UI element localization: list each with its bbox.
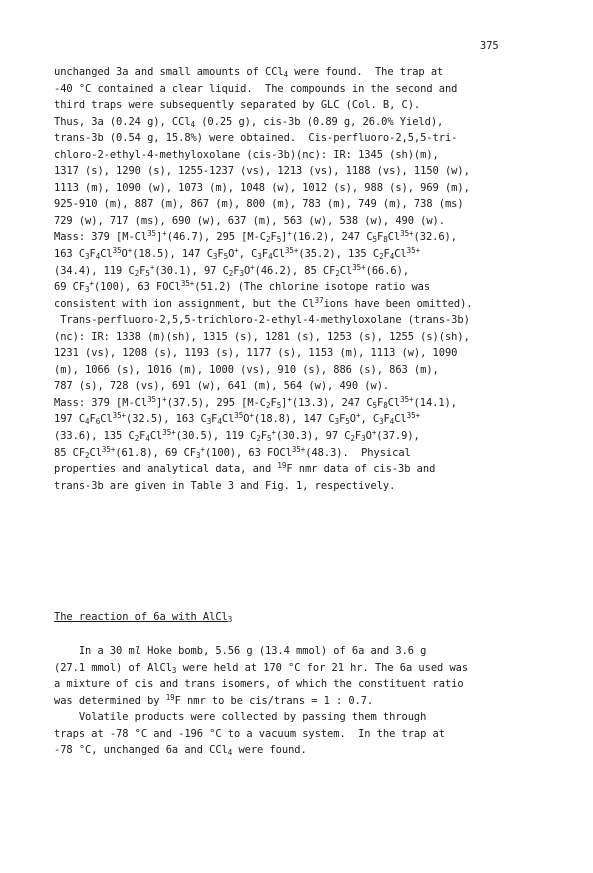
body-text bbox=[54, 64, 554, 494]
section-paragraph-line: Volatile products were collected by passing them through bbox=[54, 711, 427, 724]
body-text-line: 787 (s), 728 (vs), 691 (w), 641 (m), 564 (w), 490 (w). bbox=[54, 380, 390, 393]
section-paragraph-line: -78 °C, unchanged 6a and CCl$_4$ were found. bbox=[54, 744, 307, 758]
body-text-line: 163 $C_3F_4Cl^{35}O^+(18.5)$, 147 $C_3F_5O^+$, $C_3F_4Cl^{35+}(35.2)$, 135 $C_2F_4Cl^{35+}$ bbox=[54, 246, 421, 262]
body-text-line: chloro-2-ethyl-4-methyloxolane (cis-3b)(nc): IR: 1345 (sh)(m), bbox=[54, 148, 439, 161]
body-text-line: 925-910 (m), 887 (m), 867 (m), 800 (m), 783 (m), 749 (m), 738 (ms) bbox=[54, 198, 464, 211]
body-text-line: (nc): IR: 1338 (m)(sh), 1315 (s), 1281 (s), 1253 (s), 1255 (s)(sh), bbox=[54, 330, 470, 343]
body-text-line: Mass: 379 [M-Cl$^{35}$]+(37.5), 295 $[M-C_2F_5]^+(13.3)$, 247 $C_5F_8Cl^{35+}(14.1)$, bbox=[54, 394, 457, 410]
section-paragraph-line: a mixture of cis and trans isomers, of which the constituent ratio bbox=[54, 678, 464, 691]
body-text-line: 85 $CF_2Cl^{35+}(61.8)$, 69 $CF_3^+(100)$, 63 FOCl$^{35+}$(48.3). Physical bbox=[54, 444, 411, 460]
body-text-line: third traps were subsequently separated by GLC (Col. B, C). bbox=[54, 99, 421, 112]
body-text-line: Mass: 379 [M-Cl$^{35}$]+(46.7), 295 $[M-C_2F_5]^+(16.2)$, 247 $C_5F_8Cl^{35+}(32.6)$, bbox=[54, 229, 457, 245]
body-text-line: 729 (w), 717 (ms), 690 (w), 637 (m), 563 (w), 538 (w), 490 (w). bbox=[54, 214, 445, 227]
body-text-line: unchanged 3a and small amounts of CCl$_4$ were found. The trap at bbox=[54, 66, 444, 79]
page-number: 375 bbox=[480, 40, 499, 52]
body-text-line: properties and analytical data, and $^{19}$F nmr data of cis-3b and bbox=[54, 461, 436, 476]
section-paragraph-line: (27.1 mmol) of AlCl$_3$ were held at 170 °C for 21 hr. The 6a used was bbox=[54, 661, 469, 675]
section-paragraph-line: was determined by $^{19}$F nmr to be cis/trans = 1 : 0.7. bbox=[54, 692, 374, 707]
body-text-line: trans-3b are given in Table 3 and Fig. 1, respectively. bbox=[54, 479, 396, 492]
section-heading: The reaction of 6a with AlCl$_3$ bbox=[54, 611, 233, 624]
body-text-line: 1113 (m), 1090 (w), 1073 (m), 1048 (w), 1012 (s), 988 (s), 969 (m), bbox=[54, 181, 470, 194]
body-text-line: (33.6), 135 $C_2F_4Cl^{35+}(30.5)$, 119 $C_2F_5^+(30.3)$, 97 $C_2F_3O^+(37.9)$, bbox=[54, 428, 420, 444]
body-text-line: -40 °C contained a clear liquid. The compounds in the second and bbox=[54, 82, 458, 95]
body-text-line: (m), 1066 (s), 1016 (m), 1000 (vs), 910 (s), 886 (s), 863 (m), bbox=[54, 363, 439, 376]
body-text-line: 69 $CF_3^+(100)$, 63 FOCl$^{35+}$(51.2) (The chlorine isotope ratio was bbox=[54, 279, 431, 295]
body-text-line: Thus, 3a (0.24 g), CCl$_4$ (0.25 g), cis-3b (0.89 g, 26.0% Yield), bbox=[54, 115, 444, 129]
body-text-line: 1231 (vs), 1208 (s), 1193 (s), 1177 (s), 1153 (m), 1113 (w), 1090 bbox=[54, 347, 458, 360]
section-paragraph bbox=[54, 643, 554, 759]
body-text-line: 1317 (s), 1290 (s), 1255-1237 (vs), 1213 (vs), 1188 (vs), 1150 (w), bbox=[54, 165, 470, 178]
body-text-line: 197 $C_4F_6Cl^{35+}(32.5)$, 163 $C_3F_4Cl^{35}O^+(18.8)$, 147 $C_3F_5O^+$, $C_3F_4Cl^{35+}$ bbox=[54, 411, 421, 427]
body-text-line: (34.4), 119 $C_2F_5^+(30.1)$, 97 $C_2F_3O^+(46.2)$, 85 $CF_2Cl^{35+}(66.6)$, bbox=[54, 262, 410, 278]
body-text-line: consistent with ion assignment, but the Cl$^{37}$ions have been omitted). bbox=[54, 295, 473, 310]
section-paragraph-line: In a 30 ml Hoke bomb, 5.56 g (13.4 mmol) of 6a and 3.6 g bbox=[54, 645, 427, 657]
section-paragraph-line: traps at -78 °C and -196 °C to a vacuum system. In the trap at bbox=[54, 727, 445, 740]
body-text-line: Trans-perfluoro-2,5,5-trichloro-2-ethyl-4-methyloxolane (trans-3b) bbox=[54, 314, 470, 327]
body-text-line: trans-3b (0.54 g, 15.8%) were obtained. Cis-perfluoro-2,5,5-tri- bbox=[54, 132, 458, 145]
